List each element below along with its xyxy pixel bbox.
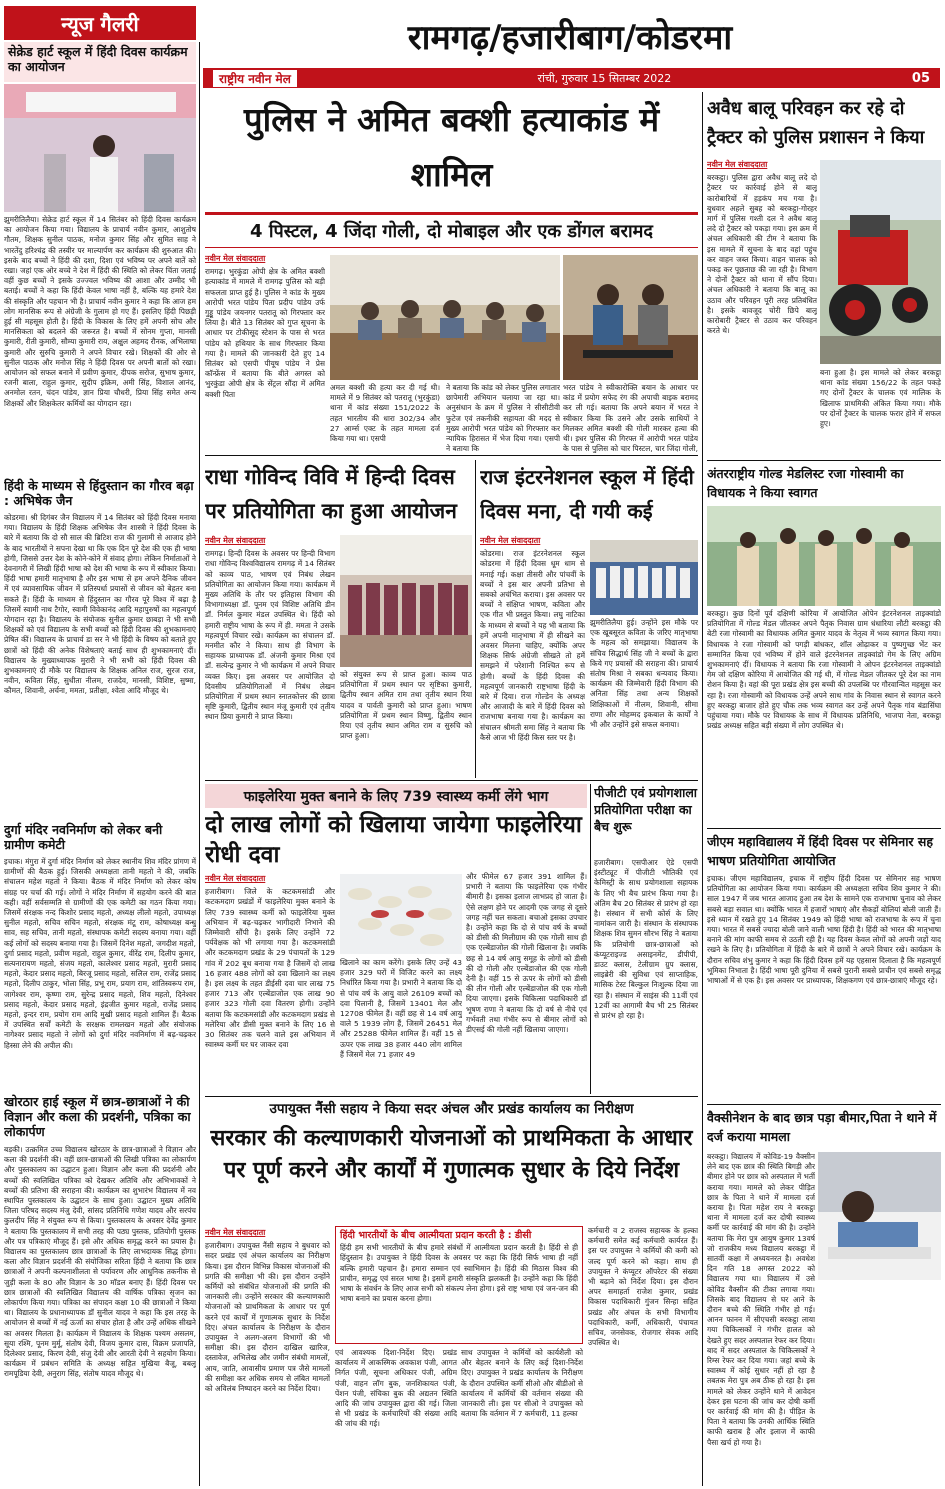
hindi-gaurav-headline: हिंदी के माध्यम से हिंदुस्तान का गौरव बढ़ा : अभिषेक जैन	[4, 478, 194, 508]
lead-subhead: 4 पिस्टल, 4 जिंदा गोली, दो मोबाइल और एक डोंगल बरामद	[250, 221, 653, 242]
radha-col1-text: रामगढ़। हिन्दी दिवस के अवसर पर हिन्दी विभाग राधा गोविन्द विश्वविद्यालय रामगढ़ में 14 सितंबर को काव्य पाठ, भाषण एवं निबंध लेखन प्रतियोगिता का आयोजन किया गया। कार्यक्रम में मुख्य अतिथि के तौर पर इतिहास विभाग की विभागाध्यक्षा डॉ. पूनम एवं विशिष्ट अतिथि डीन डॉ. निर्मल कुमार मंडल उपस्थित थे। हिंदी को हमारी राष्ट्रीय भाषा के रूप में ही. ममता ने उसके महत्वपूर्ण विचार रखे। कार्यक्रम का संचालन डॉ. मनमीत कौर ने किया। साथ ही विभाग के सहायक प्राध्यापक डॉ. अंजनी कुमार मिश्रा एवं डॉ. सत्येन्द्र कुमार ने भी कार्यक्रम में अपने विचार व्यक्त किए। इस अवसर पर आयोजित दो दिवसीय प्रतियोगिताओं में निबंध लेखन प्रतियोगिता में प्रथम स्थान स्नातकोत्तर की छात्रा सृष्टि कुमारी, द्वितीय स्थान मंजू कुमारी एवं तृतीय स्थान प्रिया कुमारी ने प्राप्त किया।	[205, 549, 335, 722]
pgt-headline: पीजीटी एवं प्रयोगशाला प्रतियोगिता परीक्षा का बैच शुरू	[594, 785, 698, 834]
durga-mandir-body: इचाक। मंगुरा में दुर्गा मंदिर निर्माण को लेकर स्थानीय शिव मंदिर प्रांगण में ग्रामीणों की बैठक हुई। जिसकी अध्यक्षता तानी महतो ने की, जबकि संचालन महेश महतो ने किया। बैठक में मंदिर निर्माण को लेकर कोष संग्रह पर चर्चा की गई। लोगों ने मंदिर निर्माण में सहयोग करने की बात कही। वहीं सर्वसम्मति से ग्रामीणों की एक कमेटी का गठन किया गया। जिसमें संरक्षक नन्द किशोर प्रसाद महतो, अध्यक्ष लीलो महतो, उपाध्यक्ष सुनील महतो, सचिव सचिन महतो, संरक्षक मंटू राम, कोषाध्यक्ष बन्धु साव, सह सचिव, तानी महतो, संस्थापक कमेटी सदस्य बनाया गया। वहीं कई लोगों को सदस्य बनाया गया है। जिसमें दिनेश महतो, जगदीश महतो, दुर्गा प्रसाद महतो, प्रवीण महतो, राहुल कुमार, वीरेंद्र राम, दिलीप कुमार, सत्यनारायण महतो, संजय महतो, कालेश्वर प्रसाद महतो, मुरारी प्रसाद महतो, केदार प्रसाद महतो, बिरजू प्रसाद महतो, सलिल राम, राजेंद्र प्रसाद महतो, दिलीप ठाकुर, भोला सिंह, प्रभू राम, प्रयाग राम, शांतिस्वरूप राम, जागेश्वर राम, कृष्णा राम, सुरेन्द्र प्रसाद महतो, शिव महतो, दिनेश्वर प्रसाद महतो, केदार प्रसाद महतो, इंद्रजीत कुमार महतो, राजेंद्र प्रसाद महतो, इन्दर राम, प्रयोग राम आदि मुखी प्रसाद महतो शामिल हैं। बैठक में उपस्थित सर्वों कमेटी के सरक्षक रामलखन महतो और संयोजक नागेश्वर प्रसाद महतो ने लोगों को दुर्गा मंदिर नवनिर्माण में बढ़-चढ़कर हिस्सा लेने की अपील की।	[4, 857, 196, 1050]
lead-bottom-rule	[205, 455, 698, 456]
right-divider	[702, 92, 703, 1486]
filaria-pills-photo	[340, 874, 462, 954]
jeevan-bottom-rule	[707, 1104, 941, 1105]
intl-headline: राज इंटरनेशनल स्कूल में हिंदी दिवस मना, दी गयी कई	[480, 465, 694, 523]
gold-bottom-rule	[707, 828, 941, 829]
nyay-col1-text: हजारीबाग। उपायुक्त नैंसी सहाय ने बुधवार को सदर प्रखंड एवं अंचल कार्यालय का निरीक्षण किया। इस दौरान विभिन्न विकास योजनाओं की प्रगति की समीक्षा भी की। इस दौरान उन्होंने कर्मियों को संबंधित योजनाओं की प्रगति की जानकारी ली। उन्होंने सरकार की कल्याणकारी योजनाओं को प्राथमिकता के आधार पर पूर्ण करने एवं कार्यों में गुणात्मक सुधार के निर्देश दिए। अंचल कार्यालय के निरीक्षण के दौरान उपायुक्त ने अलग-अलग विभागों की भी समीक्षा की। इस दौरान दाखिल खारिज, दस्तावेज, अभिलेख और जमीन संबंधी मामलों, आय, जाति, आवासीय प्रमाण पत्र जैसे मामलों की समीक्षा कर अधिक समय से लंबित मामलों को अविलंब निष्पादन करने का निर्देश दिया।	[205, 1241, 330, 1394]
vaccine-body: बरकट्ठा। विद्यालय में कोविड-19 वैक्सीन लेने बाद एक छात्र की स्थिति बिगड़ी और बीमार होने पर छात्र को अस्पताल में भर्ती कराया गया। मामले को लेकर पीड़ित छात्र के पिता ने थाने में मामला दर्ज कराया है। पिता महेश राय ने बरकट्ठा थाना में मामला दर्ज कर दोषी स्वास्थ्य कर्मी पर कार्रवाई की मांग की है। उन्होंने बताया कि मेरा पुत्र आयुष कुमार 13वर्ष जो राजकीय मध्य विद्यालय बरकट्ठा में सातवीं कक्षा में अध्ययनरत है। अवधेश दिन गति 18 अगस्त 2022 को विद्यालय गया था। विद्यालय में उसे कोविड वैक्सीन की टीका लगाया गया। जिसके बाद विद्यालय से घर आने के दौरान बच्चे की स्थिति गंभीर हो गई। आनन फानन में सीएचसी बरकट्ठा लाया गया चिकित्सकों ने गंभीर हालत को देखते हुए सदर अस्पताल रेफर कर दिया। बाद में सदर अस्पताल के चिकित्सकों ने रिम्स रेफर कर दिया गया। जहां बच्चे के स्वास्थ्य में कोई सुधार नहीं हो रहा है तबतक मेरा पुत्र अब ठीक हो रहा है। इस मामले को लेकर उन्होंने थाने में आवेदन देकर इस घटना की जांच कर दोषी कर्मी पर कार्रवाई की मांग की है। पीड़ित के पिता ने बताया कि उनकी आर्थिक स्थिति काफी खराब है और इलाज में काफी पैसा खर्च हो गया है।	[707, 1152, 815, 1447]
tractor-bottom-rule	[707, 460, 941, 461]
news-gallery-label: न्यूज गैलरी	[61, 11, 139, 36]
filaria-kicker: फाइलेरिया मुक्त बनाने के लिए 739 स्वास्थ्य कर्मी लेंगे भाग	[243, 788, 549, 805]
nyay-col-1	[205, 1226, 330, 1484]
nyay-kicker: उपायुक्त नैंसी सहाय ने किया सदर अंचल और प्रखंड कार्यालय का निरीक्षण	[269, 1101, 634, 1117]
tractor-headline: अवैध बालू परिवहन कर रहे दो ट्रैक्टर को पुलिस प्रशासन ने किया	[707, 98, 925, 148]
lead-press-photo	[330, 255, 560, 380]
left-sidebar	[4, 42, 196, 1486]
jeevan-headline: जीएम महाविद्यालय में हिंदी दिवस पर सेमिनार सह भाषण प्रतियोगिता आयोजित	[707, 834, 933, 868]
gold-headline: अंतरराष्ट्रीय गोल्ड मेडलिस्ट रजा गोस्वामी का विधायक ने किया स्वागत	[707, 466, 904, 500]
hindi-gaurav-body: कोडरमा। श्री दिगंबर जैन विद्यालय में 14 सितंबर को हिंदी दिवस मनाया गया। विद्यालय के हिंदी शिक्षक अभिषेक जैन शास्त्री ने हिंदी दिवस के बारे में बताया कि दो सौ साल की ब्रिटिश राज की गुलामी से आजाद होने के बाद भारतीयों ने सपना देखा था कि एक दिन पूरे देश की एक ही भाषा होगी, जिससे उत्तर देश के कोने-कोने में संवाद होगा। लेकिन निर्माताओं ने देवनागरी में लिखी हिंदी भाषा को देश की भाषा के रूप में स्वीकार किया। हिंदी भाषा हमारी मातृभाषा है और इस भाषा से हम अपने दैनिक जीवन में एवं व्यावसायिक जीवन में प्रतिस्पर्धा प्रयासों से जीवन को बेहतर बना सकते हैं। हिंदी के माध्यम से हिंदुस्तान का गौरव पूरे विश्व में बढ़ा है जिसमें स्वामी नाथ टैगोर, स्वामी विवेकानंद आदि महापुरुषों का महत्वपूर्ण योगदान रहा है। विद्यालय के संयोजक सुनील कुमार छाबड़ा ने भी सभी शिक्षकों को एवं विद्यालय के सभी बच्चों को हिंदी दिवस की शुभकामनाएं प्रेषित कीं। विद्यालय के प्राचार्य डा सर ने भी हिंदी के विषय को बताते हुए छात्रों को हिंदी की अनेक विशेषताएं बताई साथ ही शुभकामनाएं दीं। विद्यालय के मुख्याध्यापक मुरारी ने भी सभी को हिंदी दिवस की शुभकामनाएं दी मौके पर विद्यालय के शिक्षक अनिल राज, सुरज राज, नवीन, कविता सिंह, सुधीता नीलम, राजदेव, मानसी, विशिष्ट, सुष्मा, कौमत, शिवानी, अर्चना, ममता, प्रतीक्षा, श्वेता आदि मौजूद थे।	[4, 513, 196, 696]
pgt-body: हजारीबाग। एसपीआर ऐडे एसपी इंस्टीट्यूट में पीजीटी भौतिकी एवं केमिस्ट्री के साथ प्रयोगशाला सहायक के लिए भी बैच प्रारंभ किया गया है। अंतिम बैच 20 सितंबर से प्रारंभ हो रहा है। संस्थान में सभी कोर्स के लिए नामांकन जारी है। संस्थान के संस्थापक शिक्षक शिव सुमन सौरभ सिंह ने बताया कि प्रतियोगी छात्र-छात्राओं को कंप्यूटराइज्ड असाइनमेंट, डीपीपी, डाउट क्लास, टेलीग्राम ग्रुप क्लास, लाइब्रेरी की सुविधा एवं साप्ताहिक, मासिक टेस्ट बिल्कुल निःशुल्क दिया जा रहा है। संस्थान में साइंस की 11वीं एवं 12वीं का आगामी बैच भी 25 सितंबर से प्रारंभ हो रहा है।	[594, 858, 698, 1021]
lead-col1-text: रामगढ़। भुरकुंडा ओपी क्षेत्र के अमित बक्शी हत्याकांड में मामले में रामगढ़ पुलिस को बड़ी सफलता प्राप्त हुई है। पुलिस ने कांड के मुख्य आरोपी भरत पांडेय पिता प्रदीप पांडेय उर्फ गुड्डू पांडेय जयनगर पतरातू को गिरफ्तार कर लिया है। बीते 13 सितंबर को गुप्त सूचना के आधार पर टोकीसूद स्टेशन के पास से भरत पांडेय को हथियार के साथ गिरफ्तार किया गया है। मामले की जानकारी देते हुए 14 सितंबर को एसपी पीयूष पांडेय ने प्रेस कॉन्फ्रेंस में बताया कि बीते अगस्त को भुरकुंडा ओपी क्षेत्र के सेंट्रल सौंदा में अमित बक्शी पिता	[205, 267, 325, 399]
center-mid-rule	[205, 780, 698, 781]
lead-byline: नवीन मेल संवाददाता	[205, 254, 266, 263]
center-lower-rule	[205, 1096, 698, 1097]
vaccine-headline: वैक्सीनेशन के बाद छात्र पड़ा बीमार,पिता ने थाने में दर्ज कराया मामला	[707, 1110, 937, 1144]
tractor-byline: नवीन मेल संवाददाता	[707, 160, 768, 169]
lead-accused-photo	[563, 255, 698, 380]
city-banner	[200, 8, 940, 64]
lead-subhead-bar	[205, 212, 698, 248]
filaria-byline: नवीन मेल संवाददाता	[205, 874, 266, 883]
intl-byline: नवीन मेल संवाददाता	[480, 536, 541, 545]
nyay-col-3: एवं आवश्यक दिशा-निर्देश दिए। प्रखंड कार्यालय में आकस्मिक अवकाश पंजी, आगत निर्गत पंजी, सूचना अधिकार पंजी, अग्रिम पंजी, वाहन लॉग बुक, जनशिकायत पंजी, पेंशन पंजी, संचिका बुक की अद्यतन स्थिति आदि की जांच उपायुक्त द्वारा की गई। जिला से भी प्रखंड के कर्मचारियों की संख्या आदि की जांच की गई।	[335, 1348, 457, 1429]
vaccine-photo	[818, 1152, 941, 1280]
intl-col-1	[480, 534, 585, 778]
filaria-headline: दो लाख लोगों को खिलाया जायेगा फाइलेरिया रोधी दवा	[205, 811, 582, 868]
nyay-box	[335, 1226, 583, 1344]
filaria-col-1	[205, 872, 335, 1092]
radha-col-2: को संयुक्त रूप से प्राप्त हुआ। काव्य पाठ प्रतियोगिता में प्रथम स्थान पर सृष्टिका कुमारी, द्वितीय स्थान अमित राम तथा तृतीय स्थान रिया यादव व पार्वती कुमारी को प्राप्त हुआ। भाषण प्रतियोगिता में प्रथम स्थान विष्णु, द्वितीय स्थान रिया एवं तृतीय स्थान अमित राम व सुरुचि को प्राप्त हुआ।	[340, 670, 472, 741]
tractor-col-2: बना हुआ है। इस मामले को लेकर बरकट्ठा थाना कांड संख्या 156/22 के तहत पकड़े गए दोनों ट्रैक्टर के चालक एवं मालिक के खिलाफ प्राथमिकी अंकित किया गया। मौके पर दोनों ट्रैक्टर के चालक फरार होने में सफल हुए।	[820, 368, 941, 429]
intl-col1-text: कोडरमा। राज इंटरनेशनल स्कूल कोडरमा में हिंदी दिवस धूम धाम से मनाई गई। कक्षा तीसरी और पांचवीं के बच्चों ने इस बार अपनी प्रतिभा से सबको अचंभित कराया। इस अवसर पर बच्चों ने संक्षिप्त भाषण, कविता और एक गीत भी प्रस्तुत किया। लघु नाटिका के माध्यम से बच्चों ने यह भी बताया कि हमें अपनी मातृभाषा में ही सीखने का अवसर मिलना चाहिए, क्योंकि अपर शिक्षक सिर्फ अंग्रेजी सीखते तो हमें समझने में परेशानी निश्चित रूप से होगी। बच्चों के हिंदी दिवस की महत्वपूर्ण जानकारी राष्ट्रभाषा हिंदी के बारे में दिया। राज गोल्डेन के अध्यक्ष और आजादी के बारे में हिंदी दिवस को राजभाषा बनाया गया है। कार्यक्रम का संचालन श्रीमती समा सिंह ने बताया कि कैसे आज भी हिंदी किस स्तर पर है।	[480, 549, 585, 742]
nyay-box-headline: हिंदी भारतीयों के बीच आत्मीयता प्रदान करती है : डीसी	[340, 1230, 532, 1241]
lead-col-3: ने बताया कि कांड को लेकर पुलिस लगातार छापेमारी अभियान चलाया जा रहा था। अनुसंधान के क्रम में पुलिस ने सीसीटीवी फुटेज एवं तकनीकी सहायता की मदद से मुख्य आरोपी भरत पांडेय को गिरफ्तार कर न्यायिक हिरासत में भेज दिया गया। एसपी ने बताया कि	[446, 383, 560, 453]
nyay-col-5: कर्मचारी व 2 राजस्व सहायक के हल्का कर्मचारी समेत कई कर्मचारी कार्यरत हैं। इस पर उपायुक्त ने कर्मियों की कमी को जल्द पूर्ण करने को कहा। साथ ही उपायुक्त ने कंप्यूटर ऑपरेटर की संख्या भी बढ़ाने को निर्देश दिया। इस दौरान अपर समाहर्ता राजेश कुमार, प्रखंड विकास पदाधिकारी गुंजन सिन्हा सहित प्रखंड और अंचल के सभी विभागीय पदाधिकारी, कर्मी, अधिकारी, पंचायत सचिव, जनसेवक, रोजगार सेवक आदि उपस्थित थे।	[588, 1226, 698, 1348]
filaria-col-2: खिलाने का काम करेंगे। इसके लिए उन्हें 43 हजार 329 घरों में विजिट करने का लक्ष्य निर्धारित किया गया है। प्रभारी ने बताया कि दो से पांच वर्ष के आयु वाले 26109 बच्चों को दवा पिलानी है, जिसमें 13401 मेल और 12708 फीमेल हैं। वहीं छह से 14 वर्ष आयु वाले 5 1939 लोग हैं, जिसमें 26451 मेल और 25288 फीमेल शामिल हैं। वहीं 15 से ऊपर एक लाख 38 हजार 440 लोग शामिल हैं जिसमें मेल 71 हजार 49	[340, 958, 462, 1059]
intl-col-2: झुमरीतिलैया हुई। उन्होंने इस मौके पर एक खूबसूरत कविता के जरिए मातृभाषा के महत्व को समझाया। विद्यालय के संचिव सिद्धार्थ सिंह जी ने बच्चों के द्वारा किये गए प्रयासों की सराहना की। प्राचार्य संतोष मिश्रा ने सबका धन्यवाद किया। कार्यक्रम की जिम्मेवारी हिंदी विभाग की अनिता सिंह तथा अन्य शिक्षकों शिक्षिकाओं में नीलम, शिवानी, सीमा राणा और मोहम्मद इकबाल के कार्यों ने भी और उन्होंने इसे सफल बनाया।	[590, 618, 698, 730]
lead-headline	[205, 92, 698, 208]
radha-intl-divider	[475, 460, 476, 778]
nyay-col-4: साथ उपायुक्त ने कर्मियों को कार्यशैली को और बेहतर बनाने के लिए कई दिशा-निर्देश दिए। उपायुक्त ने प्रखंड कार्यालय के निरीक्षण के दौरान उपस्थित कर्मी सीओ और बीडीओ से कार्यालय में कर्मियों की वर्तमान संख्या की जानकारी ली। इस पर सीओ ने उपायुक्त को बताया कि वर्तमान में 7 कर्मचारी, 11 हल्का	[461, 1348, 583, 1419]
khorthar-headline: खोरठार हाई स्कूल में छात्र-छात्राओं ने की विज्ञान और कला की प्रदर्शनी, पत्रिका का लोकार्पण	[4, 1094, 191, 1139]
tractor-col-1	[707, 158, 817, 458]
paper-name: राष्ट्रीय नवीन मेल	[213, 70, 297, 87]
nyay-byline: नवीन मेल संवाददाता	[205, 1228, 266, 1237]
filaria-kicker-bar	[205, 784, 587, 808]
lead-col-4: भरत पांडेय ने स्वीकारोक्ति बयान के आधार पर कांड में प्रयोग सफेद रंग की अपाची बाइक बरामद कर ली गई। बताया कि अपने बयान में भरत ने स्वीकार किया कि उसने और उसके साथियों ने मिलकर अमित बक्शी की गोली मारकर हत्या की थी। इधर पुलिस की गिरफ्त में आरोपी भरत पांडेय के पास से पुलिस को चार पिस्टल, चार जिंदा गोली,	[563, 383, 698, 453]
sacred-heart-body: झुमरीतिलैया। सेक्रेड हार्ट स्कूल में 14 सितंबर को हिंदी दिवस कार्यक्रम का आयोजन किया गया। विद्यालय के प्राचार्य नवीन कुमार, आशुतोष गौतम, शिक्षक सुनील पाठक, मनोज कुमार सिंह और सुमित साह ने भारतेंदु हरिश्चंद्र की तस्वीर पर माल्यार्पण कर कार्यक्रम की शुरुआत की। इसके बाद बच्चों ने हिंदी की दशा, दिशा एवं भविष्य पर अपने बातें को रखा। जहां एक ओर बच्चे ने देश में हिंदी की स्थिति को लेकर चिंता जताई वहीं कुछ बच्चों ने इसके उज्ज्वल भविष्य की आशा और उम्मीद भी बताई। बच्चों ने कहा कि हिंदी केवल भाषा नहीं है, बल्कि यह हमारे देश की संस्कृति और पहचान भी है। प्राचार्य नवीन कुमार ने कहा कि आज हम लोग मानसिक रूप से अंग्रेजी के गुलाम हो गए हैं। इसलिए हिंदी पिछड़ी हुई सी महसूस होती है। हिंदी के विकास के लिए हमें अपनी सोच और मानसिकता को बदलने की जरूरत है। बच्चों में सोनम गुप्ता, मानसी कुमारी, रीती कुमारी, सौम्या कुमारी राय, अक्षुल अहमद रौनक, अभिलाषा कुमारी और सुरुचि कुमारी ने अपने विचार रखे। शिक्षकों की ओर से सुनील पाठक और मनोज सिंह ने हिंदी दिवस पर अपनी बातों को रखा। आयोजन को सफल बनाने में प्रवीण कुमार, दीपक सरोज, सुभाष कुमार, रजनी बाला, राहुल कुमार, सुदीप इक्रिम, अमी सिंह, विशाल आनंद, अनमोल रतन, चंदन पांडेय, ज्ञान प्रिया चौधरी, प्रिया सिंह समेत अन्य शिक्षकों और शिक्षकेतर कर्मियों का योगदान रहा।	[4, 215, 196, 408]
city-title: रामगढ़/हजारीबाग/कोडरमा	[407, 18, 733, 58]
dateline: रांची, गुरुवार 15 सितम्बर 2022	[537, 71, 672, 85]
durga-mandir-headline: दुर्गा मंदिर नवनिर्माण को लेकर बनी ग्रामीण कमेटी	[4, 822, 163, 852]
gold-photo	[707, 506, 941, 606]
filaria-col1-text: हजारीबाग। जिले के कटकमसांडी और कटकमदाग प्रखंडों में फाइलेरिया मुक्त बनाने के लिए 739 स्वास्थ्य कर्मी को फाइलेरिया मुक्त अभियान में बढ़-चढ़कर भागीदारी निभाने की जिम्मेवारी सौंपी है। इसके लिए उन्होंने 72 पर्यवेक्षक को भी लगाया गया है। कटकमसांडी और कटकमदाग प्रखंड के 29 पंचायतों के 129 गांव में 202 बूथ बनाया गया है जिसमें दो लाख 16 हजार 488 लोगों को दवा खिलाने का लक्ष्य है। इस लक्ष्य के तहत डीईसी दवा चार लाख 75 हजार 713 और एल्बेंडाजोल एक लाख 90 हजार 323 गोली दवा वितरण होगी। उन्होंने बताया कि कटकमसांडी और कटकमदाग प्रखंड से मलेरिया और डीसी मुक्त बनाने के लिए 16 से 30 सितंबर तक चलने वाले इस अभियान में स्वास्थ्य कर्मी घर घर जाकर दवा	[205, 887, 335, 1050]
radha-headline: राधा गोविन्द विवि में हिन्दी दिवस पर प्रतियोगिता का हुआ आयोजन	[205, 464, 457, 523]
radha-group-photo	[340, 535, 472, 667]
radha-col-1	[205, 534, 335, 778]
intl-students-photo	[590, 540, 698, 615]
nyay-headline: सरकार की कल्याणकारी योजनाओं को प्राथमिकता के आधार पर पूर्ण करने और कार्यों में गुणात्मक सुधार के दिये निर्देश	[210, 1125, 693, 1183]
tractor-col1-text: बरकट्ठा। पुलिस द्वारा अवैध बालू लदे दो ट्रैक्टर पर कार्रवाई होने से बालू कारोबारियों में हड़कंप मच गया है। बुधवार अहले सुबह को बरकट्ठा-गोरहर मार्ग में पुलिस गश्ती दल ने अवैध बालू लदे दो ट्रैक्टर को पकड़ा गया। इस क्रम में अंचल अधिकारी की टीम ने बताया कि इस मामले में सूचना के बाद वहां पहुंच कर वाहन जब्त किया। वाहन चालक को पकड़ कर पूछताछ की जा रही है। विभाग ने दोनों ट्रैक्टर को थाना में सौंप दिया। अंचल अधिकारी ने बताया कि बालू का उठाव और परिवहन पूरी तरह प्रतिबंधित है। इसके बावजूद चोरी छिपे बालू कारोबारी ट्रैक्टर से उठाव कर परिवहन करते थे।	[707, 173, 817, 336]
lead-headline-line2	[205, 202, 698, 208]
lead-headline-line1: पुलिस ने अमित बक्शी हत्याकांड में शामिल	[243, 100, 660, 194]
dateline-bar	[203, 68, 940, 88]
khorthar-body: बड़की। उत्क्रमित उच्च विद्यालय खोरठार के छात्र-छात्राओं ने विज्ञान और कला की प्रदर्शनी की। वहीं छात्र-छात्राओं की लिखी पत्रिका का लोकार्पण और पुस्तकालय का उद्घाटन हुआ। विज्ञान और कला की प्रदर्शनी और बच्चों की स्वलिखित पत्रिका को देखकर अतिथि और अभिभावकों ने बच्चों की प्रतिभा की सराहना की। कार्यक्रम का शुभारंभ विद्यालय में नव स्थापित पुस्तकालय के उद्घाटन के साथ हुआ। उद्घाटन मुख्य अतिथि जिला परिषद सदस्य मंजु देवी, सांसद प्रतिनिधि गणेश यादव और सरपंच कुलदीप सिंह ने संयुक्त रूप से किया। पुस्तकालय के अवसर देवेंद्र कुमार ने बताया कि पुस्तकालय में सभी तरह की पठ्य पुस्तक, प्रतियोगी पुस्तक और पत्र पत्रिकाएं मौजूद हैं। इसे और अधिक समृद्ध करने का प्रयास है। विद्यालय का पुस्तकालय छात्र छात्राओं के लिए लाभदायक सिद्ध होगा। कला और विज्ञान प्रदर्शनी की संयोजिका सरिता हिंदी ने बताया कि छात्र छात्राओं ने अपनी कल्पनाशीलता से पर्यावरण और आधुनिक तकनीक से जुड़ी कला के 80 और विज्ञान के 30 मॉडल बनाए हैं। हिंदी दिवस पर छात्र छात्राओं की स्वलिखित विद्यालय की वार्षिक पत्रिका सृजन का लोकार्पण किया गया। पत्रिका का संपादन कक्षा 10 की छात्राओं ने किया था। विद्यालय के प्रधानाध्यापक डॉ सुनील यादव ने कहा कि इस तरह के आयोजन से बच्चों में नई ऊर्जा का संचार होता है और उन्हें अधिक सीखने का अवसर मिलता है। कार्यक्रम में विद्यालय के शिक्षक पश्यम असलम, सूया रश्मि, पूनम मुर्मू, संतोष देवी, विजय कुमार दास, विक्रम प्रजापति, दिलेश्वर प्रसाद, किरण देवी, संजु देवी और आरती देवी ने सहयोग किया। कार्यक्रम में प्रबंधन समिति के अध्यक्ष सहित मुखिया बैजू, बबलू रामपूडिया देवी, अनुराग सिंह, संतोष यादव मौजूद थे।	[4, 1145, 196, 1379]
lead-col-1	[205, 252, 325, 452]
sacred-heart-headline: सेक्रेड हार्ट स्कूल में हिंदी दिवस कार्यक्रम का आयोजन	[4, 42, 196, 82]
nyay-box-text: हिंदी हम सभी भारतीयों के बीच हमारे संबंधों में आत्मीयता प्रदान करती है। हिंदी से ही हिंदुस्तान है। उपायुक्त ने हिंदी दिवस के अवसर पर कहा कि हिंदी सिर्फ भाषा ही नहीं बल्कि हमारी पहचान है। हमारा सम्मान एवं स्वाभिमान है। हिंदी की मिठास विश्व की प्राचीन, समृद्ध एवं सरल भाषा है। इसमें हमारी संस्कृति झलकती है। उन्होंने कहा कि हिंदी भाषा के संवर्धन के लिए आज सभी को संकल्प लेना होगा। इसे राष्ट्र भाषा एवं जन-जन की भाषा बनाने का प्रयास करना होगा।	[340, 1243, 578, 1304]
left-divider	[199, 42, 200, 1486]
jeevan-body: इचाक। जीएम महाविद्यालय, इचाक में राष्ट्रीय हिंदी दिवस पर सेमिनार सह भाषण प्रतियोगिता का आयोजन किया गया। कार्यक्रम की अध्यक्षता सचिव शिव कुमार ने की। साल 1947 में जब भारत आजाद हुआ तब देश के सामने एक राजभाषा चुनाव को लेकर सबसे बड़ा सवाल था। क्योंकि भारत में हजारों भाषाएं और सैकड़ों बोलियां बोली जाती हैं। इसे ध्यान में रखते हुए 14 सितंबर 1949 को हिंदी भाषा को राजभाषा के रूप में चुना गया। भारत में सबसे ज्यादा बोली जाने वाली भाषा हिंदी है। हिंदी को भारत की मातृभाषा बनाने की मांग काफी समय से उठती रही है। यह दिवस केवल लोगों को अपनी जड़ों याद रखने के लिए है। प्रतियोगिता में हिंदी के बारे में छात्रों ने अपने विचार रखे। कार्यक्रम के दौरान सचिव शंभु कुमार ने कहा कि हिंदी दिवस हमें यह एहसास दिलाता है कि महत्वपूर्ण भूमिका निभाता है। हिंदी भाषा पूरी दुनिया में सबसे पुरानी सबसे प्राचीन एवं सबसे समृद्ध भाषाओं में से एक है। इस अवसर पर प्राध्यापक, शिक्षकगण एवं छात्र-छात्राएं मौजूद रहे।	[707, 874, 941, 986]
news-gallery-tab	[4, 6, 196, 40]
gold-body: बरकट्ठा। कुछ दिनों पूर्व दक्षिणी कोरिया में आयोजित ओपेन इंटरनेशनल ताइक्वांडो प्रतियोगिता में गोल्ड मेडल जीतकर अपने पैतृक निवास ग्राम धंधारिया लौटी बरकट्ठा की बेटी रजा गोस्वामी का विधायक अमित कुमार यादव के नेतृत्व में भव्य स्वागत किया गया। विधायक ने रजा गोस्वामी को पगड़ी बांधकर, शॉल ओढ़ाकर व पुष्पगुच्छ भेंट कर सम्मानित किया एवं भविष्य में होने वाले इंटरनेशनल ताइक्वांडो गेम के लिए अग्रिम शुभकामनाएं दीं। विधायक ने बताया कि रजा गोस्वामी ने ओपन इंटरनेशनल ताइक्वांडो गेम जो दक्षिण कोरिया में आयोजित की गई थी, में गोल्ड मेडल जीतकर पूरे देश का नाम रोशन किया है। वहां की पूरा प्रखंड क्षेत्र इस बच्ची की उपलब्धि पर गौरवान्वित महसूस कर रहा है। रजा गोस्वामी को विधायक उन्हें अपने साथ गांव के निवास स्थान से स्वागत करने हुए बरकट्ठा बाजार होते हुए चौक तक भव्य स्वागत कर उन्हें अपने पैतृक गांव बंडासिंघा पहुंचाया गया। मौके पर विधायक के साथ में विधायक प्रतिनिधि, भाजपा नेता, बरकट्ठा प्रखंड अध्यक्ष सहित बड़ी संख्या में लोग उपस्थित थे।	[707, 609, 941, 731]
filaria-col-3: और फीमेल 67 हजार 391 शामिल हैं। प्रभारी ने बताया कि फाइलेरिया एक गंभीर बीमारी है। इसका इलाज लाभप्रद हो जाता है। ऐसे लक्षण होने पर आदमी एक जगह से दूसरे जगह नहीं चल सकता। बचाओ इसका उपचार है। उन्होंने कहा कि दो से पांच वर्ष के बच्चों को डीसी की मिलीग्राम की एक गोली साथ ही एक एल्बेंडाजोल की गोली खिलाना है। जबकि छह से 14 वर्ष आयु समूह के लोगों को डीसी की दो गोली और एल्बेंडाजोल की एक गोली देनी है। वहीं 15 से ऊपर के लोगों को डीसी की तीन गोली और एल्बेंडाजोल की एक गोली दिया जाएगा। इसके चिकित्सा पदाधिकारी डॉ भूषण राणा ने बताया कि दो वर्ष से नीचे एवं गर्भवती तथा गंभीर रूप से बीमार लोगों को डीएसई की गोली नहीं खिलाया जाएगा।	[466, 872, 587, 1035]
radha-byline: नवीन मेल संवाददाता	[205, 536, 266, 545]
tractor-photo	[820, 160, 941, 364]
sacred-heart-photo	[4, 84, 196, 212]
lead-col-2: अमल बक्शी की हत्या कर दी गई थी। मामले में 9 सितंबर को पतरातू (भुरकुंडा) थाना में कांड संख्या 151/2022 के तहत भारतीय की धारा 302/34 और 27 आर्म्स एक्ट के तहत मामला दर्ज किया गया था। एसपी	[330, 383, 440, 444]
filaria-pgt-divider	[590, 784, 591, 1094]
page-number: 05	[911, 70, 930, 86]
